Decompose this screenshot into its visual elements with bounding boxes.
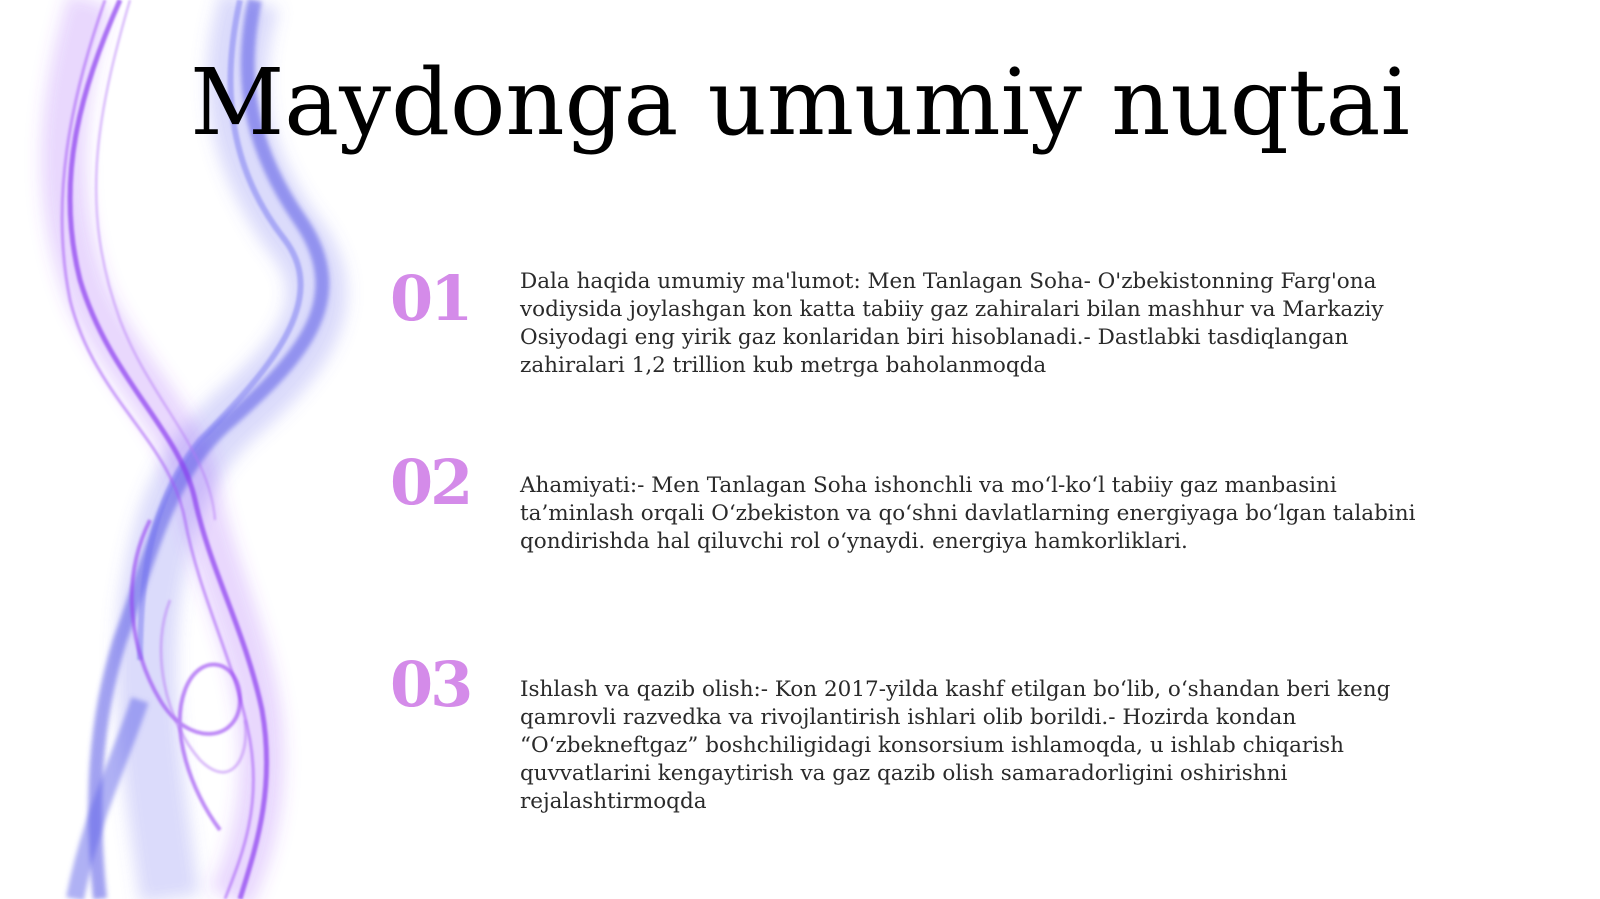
item-number-2: 02 bbox=[390, 446, 471, 519]
slide-title: Maydonga umumiy nuqtai bbox=[190, 49, 1410, 156]
item-number-3: 03 bbox=[390, 648, 471, 721]
item-text-1: Dala haqida umumiy ma'lumot: Men Tanlagan Soha- O'zbekistonning Farg'ona vodiysida joylashgan kon katta tabiiy gaz zahiralari bilan mashhur va Markaziy Osiyodagi eng yirik gaz konlaridan biri hisoblanadi.- Dastlabki tasdiqlangan zahiralari 1,2 trillion kub metrga baholanmoqda bbox=[520, 269, 1384, 378]
item-text-2: Ahamiyati:- Men Tanlagan Soha ishonchli va mo‘l-ko‘l tabiiy gaz manbasini ta’minlash orqali O‘zbekiston va qo‘shni davlatlarning energiyaga bo‘lgan talabini qondirishda hal qiluvchi rol o‘ynaydi. energiya hamkorliklari. bbox=[520, 473, 1416, 554]
item-text-3: Ishlash va qazib olish:- Kon 2017-yilda kashf etilgan bo‘lib, o‘shandan beri keng qamrovli razvedka va rivojlantirish ishlari olib borildi.- Hozirda kondan “O‘zbekneftgaz” boshchiligidagi konsorsium ishlamoqda, u ishlab chiqarish quvvatlarini kengaytirish va gaz qazib olish samaradorligini oshirishni rejalashtirmoqda bbox=[520, 677, 1391, 814]
item-number-1: 01 bbox=[390, 262, 471, 335]
